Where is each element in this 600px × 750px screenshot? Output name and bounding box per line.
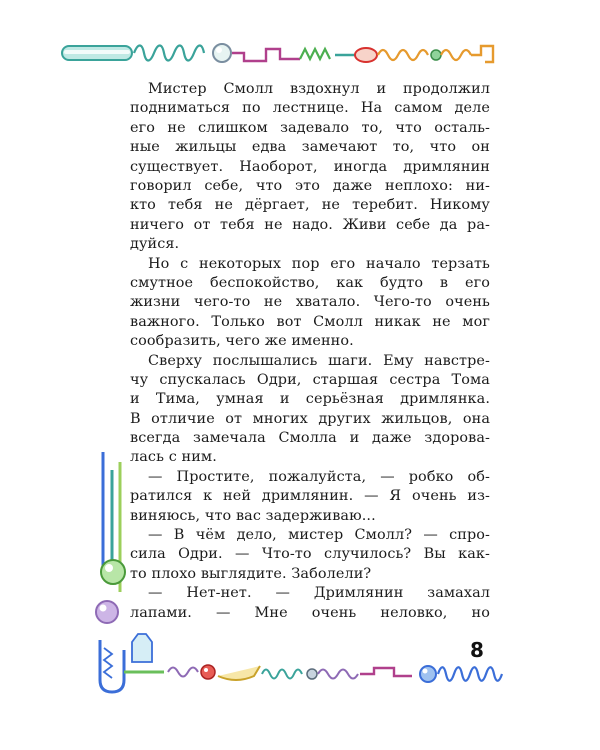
- paragraph-4: [130, 468, 490, 526]
- paragraph-5: [130, 526, 490, 584]
- text-line: ничего от тебя не надо. Живи себе да ра-: [130, 216, 490, 233]
- text-line: его не слишком задевало то, что осталь-: [130, 119, 490, 136]
- text-line: В отличие от многих других жильцов, она: [130, 410, 490, 427]
- bottom-decoration: [124, 665, 502, 682]
- paragraph-3: [130, 352, 490, 468]
- top-decoration: [62, 44, 493, 62]
- text-line: то плохо выглядите. Заболели?: [130, 565, 372, 582]
- bottom-teal-coil: [262, 670, 302, 679]
- left-small-flask: [132, 634, 152, 662]
- text-line: Но с некоторых пор его начало терзать: [148, 255, 490, 272]
- text-line: смутное беспокойство, как будто в его: [130, 274, 490, 291]
- text-line: чу спускалась Одри, старшая сестра Тома: [130, 371, 490, 388]
- left-green-flask: [101, 560, 125, 584]
- top-flask-bulb: [213, 44, 231, 62]
- top-zigzag-orange: [378, 50, 428, 60]
- text-line: подниматься по лестнице. На самом деле: [130, 100, 490, 117]
- text-line: кто тебя не дёргает, не теребит. Никому: [130, 197, 490, 214]
- text-line: — Простите, пожалуйста, — робко об-: [148, 468, 490, 485]
- top-red-bubble: [355, 48, 377, 62]
- text-line: лась с ним.: [130, 449, 217, 466]
- text-line: сообразить, чего же именно.: [130, 333, 354, 350]
- bottom-grey-bead: [307, 669, 317, 679]
- text-line: дуйся.: [130, 236, 180, 253]
- text-line: Мистер Смолл вздохнул и продолжил: [148, 81, 490, 97]
- bottom-dish: [218, 666, 260, 680]
- top-coil-spring-1: [134, 46, 204, 61]
- page-number: 8: [470, 638, 484, 662]
- bottom-blue-bead: [420, 666, 436, 682]
- paragraph-1: [130, 80, 490, 255]
- text-line: сила Одри. — Что-то случилось? Вы как-: [130, 546, 490, 563]
- text-line: и Тима, умная и серьёзная дримлянка.: [130, 391, 490, 408]
- paragraph-2: [130, 255, 490, 352]
- text-line: говорил себе, что это даже неплохо: ни-: [130, 177, 490, 194]
- text-line: виняюсь, что вас задерживаю...: [130, 507, 376, 524]
- text-line: важного. Только вот Смолл никак не мог: [130, 313, 490, 330]
- text-line: существует. Наоборот, иногда дримлянин: [130, 158, 490, 175]
- text-line: — Нет-нет. — Дримлянин замахал: [148, 585, 490, 602]
- text-line: ратился к ней дримлянин. — Я очень из-: [130, 488, 490, 505]
- top-pink-tube: [232, 49, 300, 61]
- top-green-bead: [431, 50, 441, 60]
- bottom-pink-tube: [360, 668, 412, 676]
- left-u-coil: [104, 648, 112, 678]
- text-line: — В чём дело, мистер Смолл? — спро-: [148, 527, 490, 544]
- top-zigzag-green: [300, 49, 330, 59]
- bottom-red-bead: [201, 665, 215, 679]
- text-line: лапами. — Мне очень неловко, но: [130, 604, 490, 621]
- paragraph-6: [130, 584, 490, 623]
- text-line: Сверху послышались шаги. Ему навстре-: [148, 352, 490, 369]
- body-text: [130, 80, 490, 623]
- text-line: жизни чего-то не хватало. Чего-то очень: [130, 294, 490, 311]
- text-line: всегда замечала Смолла и даже здорова-: [130, 430, 490, 447]
- text-line: ные жильцы едва замечают то, что он: [130, 139, 490, 156]
- left-purple-flask: [96, 601, 118, 623]
- top-hook-tube: [471, 46, 493, 62]
- bottom-purple-coil: [438, 667, 502, 681]
